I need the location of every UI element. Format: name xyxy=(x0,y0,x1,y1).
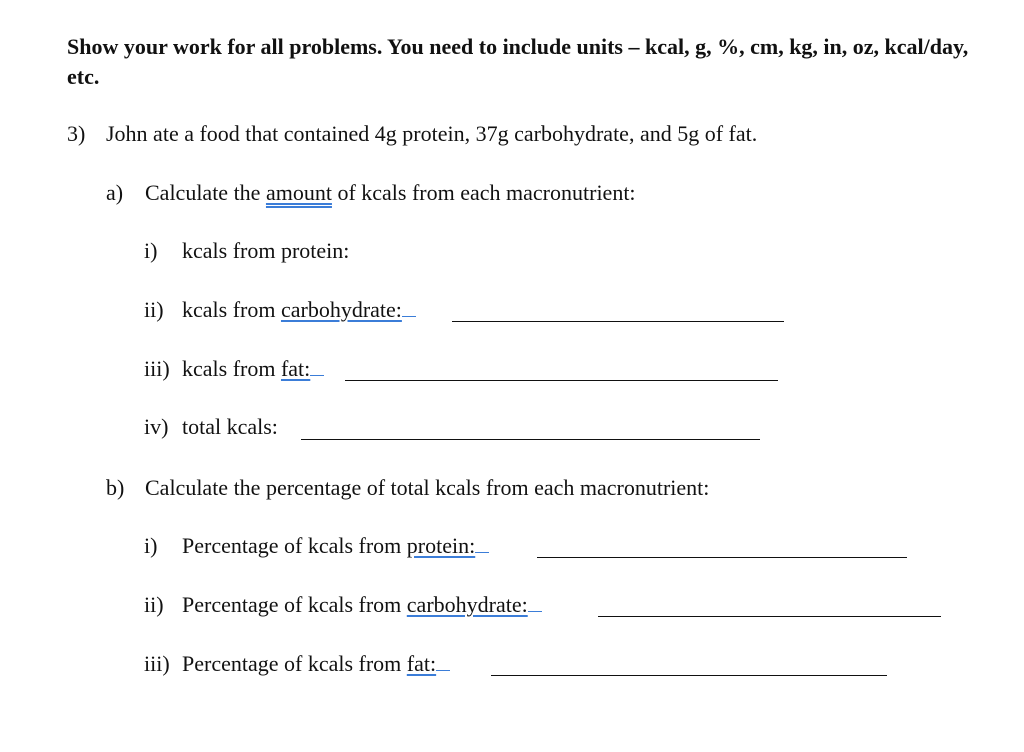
track-change-underline xyxy=(310,357,324,376)
part-a-text-after: of kcals from each macronutrient: xyxy=(331,180,636,205)
part-b-item-3-marked: fat: xyxy=(406,651,437,676)
track-change-underline xyxy=(475,534,489,553)
part-b-item-3-label: iii) xyxy=(144,651,170,676)
part-a-item-4-label: iv) xyxy=(144,414,169,439)
part-a-item-2-text: kcals from xyxy=(182,297,281,322)
part-b-item-3-text: Percentage of kcals from xyxy=(182,651,407,676)
part-b-item-2-label: ii) xyxy=(144,592,164,617)
answer-blank-a-ii[interactable] xyxy=(452,321,784,322)
part-a-item-3-text: kcals from xyxy=(182,356,281,381)
problem-text: John ate a food that contained 4g protein, 37g carbohydrate, and 5g of fat. xyxy=(106,121,758,146)
answer-blank-b-iii[interactable] xyxy=(491,675,887,676)
part-a-item-4 xyxy=(144,414,278,440)
part-b-item-1-marked: protein: xyxy=(406,533,476,558)
part-b-item-1-text: Percentage of kcals from xyxy=(182,533,407,558)
part-a-item-3-marked: fat: xyxy=(280,356,311,381)
part-b-text: Calculate the percentage of total kcals from each macronutrient: xyxy=(145,475,710,500)
part-a-item-2-label: ii) xyxy=(144,297,164,322)
part-a-prompt xyxy=(106,180,636,206)
answer-blank-a-iii[interactable] xyxy=(345,380,778,381)
answer-blank-b-ii[interactable] xyxy=(598,616,941,617)
part-a-item-1 xyxy=(144,238,349,264)
part-b-item-1-label: i) xyxy=(144,533,158,558)
part-a-item-2-marked: carbohydrate: xyxy=(280,297,402,322)
part-a-item-3-label: iii) xyxy=(144,356,170,381)
track-change-underline xyxy=(436,652,450,671)
part-a-item-2 xyxy=(144,297,416,323)
problem-number: 3) xyxy=(67,121,86,146)
part-a-item-1-label: i) xyxy=(144,238,158,263)
instructions-heading: Show your work for all problems. You need to include units – kcal, g, %, cm, kg, in, oz, kcal/day, etc. xyxy=(67,34,969,89)
part-b-item-2-text: Percentage of kcals from xyxy=(182,592,407,617)
part-a-item-1-text: kcals from protein: xyxy=(182,238,350,263)
part-b-prompt xyxy=(106,475,709,501)
part-b-label: b) xyxy=(106,475,125,500)
answer-blank-a-iv[interactable] xyxy=(301,439,760,440)
part-a-text-marked: amount xyxy=(265,180,332,205)
part-b-item-3 xyxy=(144,651,450,677)
part-b-item-2 xyxy=(144,592,542,618)
part-a-label: a) xyxy=(106,180,124,205)
answer-blank-b-i[interactable] xyxy=(537,557,907,558)
part-b-item-2-marked: carbohydrate: xyxy=(406,592,528,617)
part-b-item-1 xyxy=(144,533,489,559)
track-change-underline xyxy=(528,593,542,612)
part-a-text-before: Calculate the xyxy=(145,180,266,205)
part-a-item-4-text: total kcals: xyxy=(182,414,278,439)
part-a-item-3 xyxy=(144,356,324,382)
track-change-underline xyxy=(402,298,416,317)
problem-statement xyxy=(67,121,757,147)
